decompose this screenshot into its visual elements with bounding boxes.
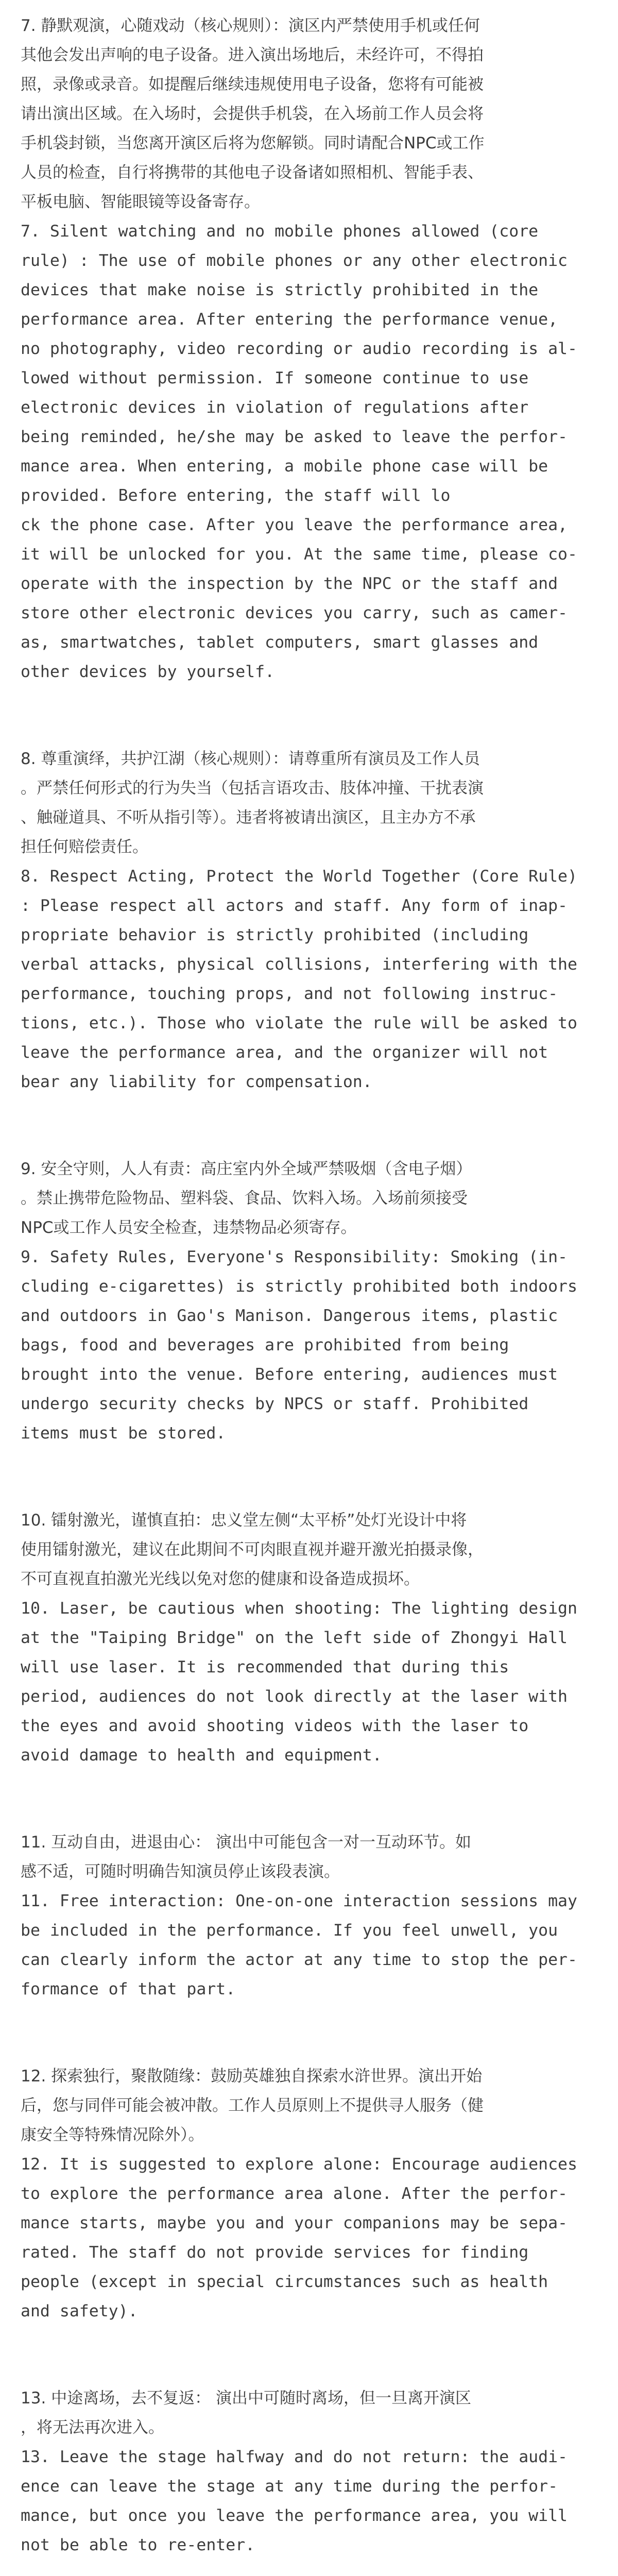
rule-12-chinese: 12. 探索独行，聚散随缘：鼓励英雄独自探索水浒世界。演出开始 后，您与同伴可能会被冲散。工作人员原则上不提供寻人服务（健 康安全等特殊情况除外）。 bbox=[21, 2067, 484, 2144]
rule-13-english: 13. Leave the stage halfway and do not return: the audi- ence can leave the stage at any time during the perfor- mance, but once you leave the performance area, you will not be able to re-enter. bbox=[21, 2448, 568, 2554]
rule-7-english: 7. Silent watching and no mobile phones allowed (core rule) : The use of mobile phones or any other electronic devices that make noise is strictly prohibited in the performance area. After entering the performance venue, no photography, video recording or audio recording is al- lowed without permission. If someone continue to use electronic devices in violation of regulations after being reminded, he/she may be asked to leave the perfor- mance area. When entering, a mobile phone case will be provided. Before entering, the staff will lo ck the phone case. After you leave the performance area, it will be unlocked for you. At the same time, please co- operate with the inspection by the NPC or the staff and store other electronic devices you carry, such as camer- as, smartwatches, tablet computers, smart glasses and other devices by yourself. bbox=[21, 222, 577, 681]
rule-11 bbox=[21, 1828, 597, 2004]
rule-13 bbox=[21, 2384, 597, 2560]
rule-8-chinese: 8. 尊重演绎，共护江湖（核心规则）：请尊重所有演员及工作人员 。严禁任何形式的行为失当（包括言语攻击、肢体冲撞、干扰表演 、触碰道具、不听从指引等）。违者将被请出演区，且主办方不承 担任何赔偿责任。 bbox=[21, 750, 484, 856]
rule-10 bbox=[21, 1506, 597, 1770]
rule-9-chinese: 9. 安全守则，人人有责：高庄室内外全域严禁吸烟（含电子烟） 。禁止携带危险物品、塑料袋、食品、饮料入场。入场前须接受 NPC或工作人员安全检查，违禁物品必须寄存。 bbox=[21, 1160, 472, 1237]
rule-7 bbox=[21, 11, 597, 687]
rule-9 bbox=[21, 1155, 597, 1448]
rule-8-english: 8. Respect Acting, Protect the World Together (Core Rule) : Please respect all actors and staff. Any form of inap- propriate behavior is strictly prohibited (including verbal attacks, physical collisions, interfering with the performance, touching props, and not following instruc- tions, etc.). Those who violate the rule will be asked to leave the performance area, and the organizer will not bear any liability for compensation. bbox=[21, 867, 577, 1091]
rule-8 bbox=[21, 744, 597, 1097]
rule-12-english: 12. It is suggested to explore alone: Encourage audiences to explore the performance area alone. After the perfor- mance starts, maybe you and your companions may be sepa- rated. The staff do not provide services for finding people (except in special circumstances such as health and safety). bbox=[21, 2155, 577, 2320]
rule-10-english: 10. Laser, be cautious when shooting: The lighting design at the "Taiping Bridge" on the left side of Zhongyi Hall will use laser. It is recommended that during this period, audiences do not look directly at the laser with the eyes and avoid shooting videos with the laser to avoid damage to health and equipment. bbox=[21, 1599, 577, 1765]
rule-10-chinese: 10. 镭射激光，谨慎直拍：忠义堂左侧“太平桥”处灯光设计中将 使用镭射激光，建议在此期间不可肉眼直视并避开激光拍摄录像， 不可直视直拍激光光线以免对您的健康和设备造成损坏。 bbox=[21, 1511, 484, 1588]
rule-11-english: 11. Free interaction: One-on-one interaction sessions may be included in the performance. If you feel unwell, you can clearly inform the actor at any time to stop the per- formance of that part. bbox=[21, 1892, 577, 1998]
rule-7-chinese: 7. 静默观演，心随戏动（核心规则）：演区内严禁使用手机或任何 其他会发出声响的电子设备。进入演出场地后，未经许可，不得拍 照，录像或录音。如提醒后继续违规使用电子设备，您将有可能被 请出演出区域。在入场时，会提供手机袋，在入场前工作人员会将 手机袋封锁，当您离开演区后将为您解锁。同时请配合NPC或工作 人员的检查，自行将携带的其他电子设备诸如照相机、智能手表、 平板电脑、智能眼镜等设备寄存。 bbox=[21, 16, 485, 211]
rule-12 bbox=[21, 2062, 597, 2326]
rule-13-chinese: 13. 中途离场，去不复返： 演出中可随时离场，但一旦离开演区 ，将无法再次进入。 bbox=[21, 2389, 472, 2437]
rule-9-english: 9. Safety Rules, Everyone's Responsibility: Smoking (in- cluding e-cigarettes) is strictly prohibited both indoors and outdoors in Gao's Manison. Dangerous items, plastic bags, food and beverages are prohibited from being brought into the venue. Before entering, audiences must undergo security checks by NPCS or staff. Prohibited items must be stored. bbox=[21, 1248, 577, 1443]
rule-11-chinese: 11. 互动自由，进退由心： 演出中可能包含一对一互动环节。如 感不适，可随时明确告知演员停止该段表演。 bbox=[21, 1833, 472, 1881]
